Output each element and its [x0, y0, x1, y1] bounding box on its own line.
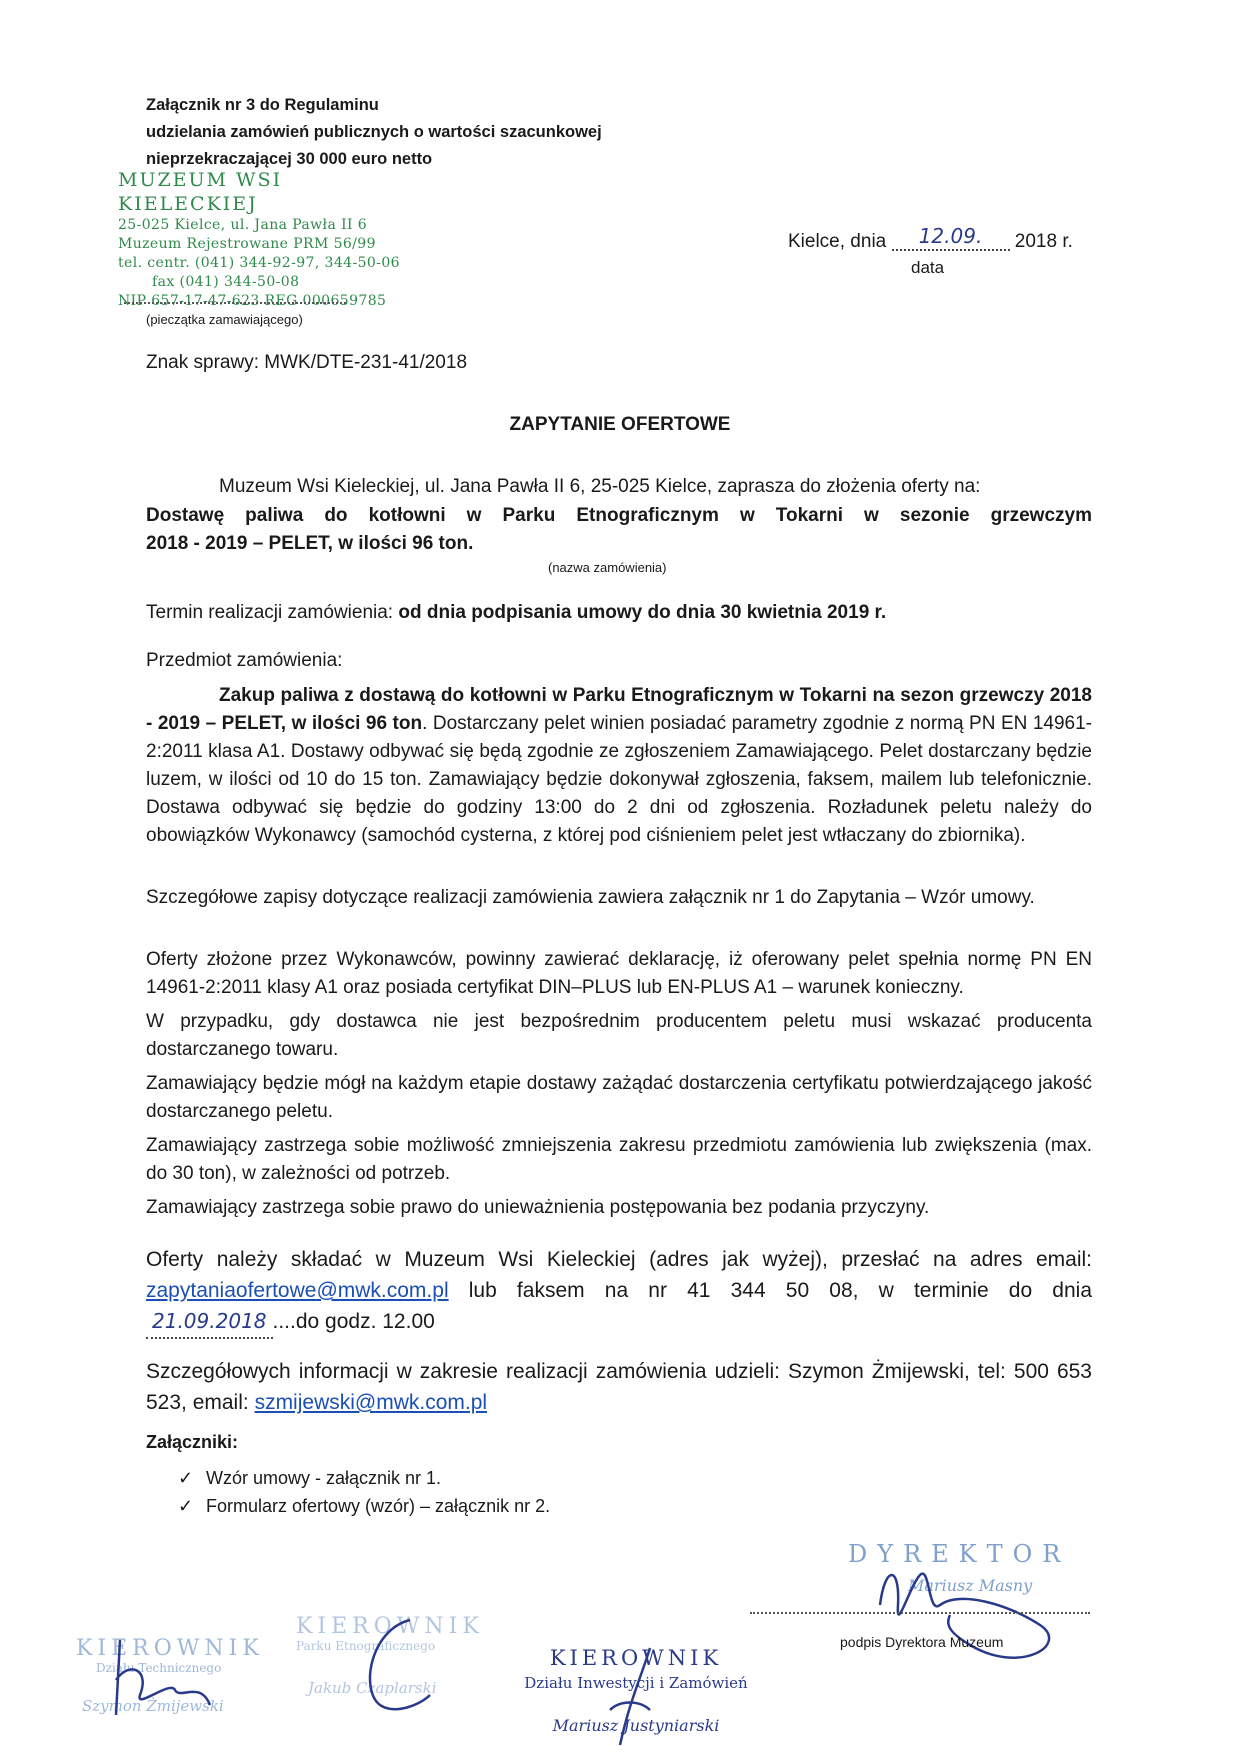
signature-technical-icon — [90, 1620, 230, 1730]
order-name — [146, 502, 1092, 558]
date-handwritten: 12.09. — [892, 224, 1010, 251]
stamp-subtitle: Działu Inwestycji i Zamówień — [524, 1674, 748, 1692]
deadline-value: od dnia podpisania umowy do dnia 30 kwietnia 2019 r. — [398, 602, 887, 623]
stamp-person: Mariusz Justyniarski — [552, 1716, 720, 1735]
director-dotted-line — [750, 1612, 1090, 1614]
case-number: Znak sprawy: MWK/DTE-231-41/2018 — [146, 352, 468, 373]
offers-text-1: Oferty należy składać w Muzeum Wsi Kieleckiej (adres jak wyżej), przesłać na adres email: — [146, 1248, 1092, 1271]
stamp-subtitle: Parku Etnograficznego — [296, 1639, 436, 1653]
contact-email-link[interactable]: szmijewski@mwk.com.pl — [254, 1391, 488, 1414]
stamp-person: Szymon Żmijewski — [82, 1697, 224, 1715]
stamp-subtitle: Działu Technicznego — [96, 1661, 222, 1675]
order-name-line-1: Dostawę paliwa do kotłowni w Parku Etnograficznym w Tokarni w sezonie grzewczym — [146, 505, 1092, 526]
stamp-line: fax (041) 344-50-08 — [152, 274, 300, 290]
stamp-line: Muzeum Rejestrowane PRM 56/99 — [118, 236, 376, 252]
check-icon: ✓ — [178, 1496, 194, 1516]
document-header — [146, 92, 846, 173]
director-stamp-name: Mariusz Masny — [908, 1576, 1033, 1595]
contact-paragraph — [146, 1356, 1092, 1418]
attachments-list — [178, 1464, 550, 1520]
paragraph-contract: Szczegółowe zapisy dotyczące realizacji zamówienia zawiera załącznik nr 1 do Zapytania – Wzór umowy. — [146, 887, 1035, 908]
order-name-line-2: 2018 - 2019 – PELET, w ilości 96 ton. — [146, 533, 474, 554]
paragraph-certificate: Zamawiający będzie mógł na każdym etapie dostawy zażądać dostarczenia certyfikatu potwierdzającego jakość dostarczanego peletu. — [146, 1073, 1092, 1122]
offers-email-link[interactable]: zapytaniaofertowe@mwk.com.pl — [146, 1279, 449, 1302]
stamp-caption: (pieczątka zamawiającego) — [146, 312, 303, 327]
header-line-1: Załącznik nr 3 do Regulaminu — [146, 96, 379, 114]
stamp-name: MUZEUM WSI KIELECKIEJ — [118, 169, 283, 215]
stamp-dotted-line — [124, 302, 346, 304]
paragraph-scope: Zamawiający zastrzega sobie możliwość zmniejszenia zakresu przedmiotu zamówienia lub zwiększenia (max. do 30 ton), w zależności od potrzeb. — [146, 1135, 1092, 1184]
offers-handwritten-date: 21.09.2018 — [152, 1309, 267, 1333]
stamp-person: Jakub Czaplarski — [308, 1679, 437, 1697]
subject-rest: . Dostarczany pelet winien posiadać parametry zgodnie z normą PN EN 14961-2:2011 klasa A1. Dostawy odbywać się będą zgodnie ze zgłoszeniem Zamawiającego. Pelet dostarczany będzie luzem, w ilości od 10 do 15 ton. Zamawiający będzie dokonywał zgłoszenia, faksem, mailem lub telefonicznie. Dostawa odbywać się będzie do godziny 13:00 do 2 dni od zgłoszenia. Rozładunek peletu należy do obowiązków Wykonawcy (samochód cysterna, z której pod ciśnieniem pelet jest wtłaczany do zbiornika). — [146, 713, 1093, 846]
director-stamp-title: DYREKTOR — [848, 1540, 1071, 1568]
offers-text-3: ....do godz. 12.00 — [272, 1310, 435, 1333]
institution-stamp — [118, 168, 428, 311]
stamp-title: KIEROWNIK — [76, 1636, 264, 1661]
check-icon: ✓ — [178, 1468, 194, 1488]
date-field — [788, 224, 1073, 255]
signature-investments-icon — [590, 1640, 670, 1750]
page-title: ZAPYTANIE OFERTOWE — [509, 414, 731, 435]
deadline-label: Termin realizacji zamówienia: — [146, 602, 394, 623]
paragraph-producer: W przypadku, gdy dostawca nie jest bezpośrednim producentem peletu musi wskazać producenta dostarczanego towaru. — [146, 1011, 1092, 1060]
header-line-2: udzielania zamówień publicznych o wartości szacunkowej — [146, 123, 602, 141]
director-caption: podpis Dyrektora Muzeum — [840, 1634, 1004, 1650]
stamp-line: 25-025 Kielce, ul. Jana Pawła II 6 — [118, 217, 368, 233]
attachment-item: ✓ Formularz ofertowy (wzór) – załącznik nr 2. — [178, 1492, 550, 1520]
stamp-line: NIP 657-17-47-623 REG 000659785 — [118, 293, 387, 309]
date-prefix: Kielce, dnia — [788, 231, 887, 252]
contact-text: Szczegółowych informacji w zakresie realizacji zamówienia udzieli: Szymon Żmijewski, tel: 500 653 523, email: — [146, 1360, 1092, 1414]
subject-label: Przedmiot zamówienia: — [146, 650, 343, 671]
date-caption: data — [911, 258, 945, 277]
offers-deadline — [146, 1310, 435, 1333]
stamp-title: KIEROWNIK — [549, 1646, 723, 1670]
stamp-title: KIEROWNIK — [296, 1614, 484, 1639]
deadline — [146, 602, 886, 624]
paragraph-declaration: Oferty złożone przez Wykonawców, powinny zawierać deklarację, iż oferowany pelet spełnia normę PN EN 14961-2:2011 klasy A1 oraz posiada certyfikat DIN–PLUS lub EN-PLUS A1 – warunek konieczny. — [146, 949, 1092, 998]
subject-bold-lead: Zakup paliwa z dostawą do kotłowni w Parku Etnograficznym w Tokarni na sezon grzewczy 2018 - 2019 – PELET, w ilości 96 ton — [146, 685, 1092, 734]
attachments-heading: Załączniki: — [146, 1432, 239, 1452]
date-suffix: 2018 r. — [1014, 231, 1073, 252]
attachment-item: ✓ Wzór umowy - załącznik nr 1. — [178, 1464, 550, 1492]
intro-line: Muzeum Wsi Kieleckiej, ul. Jana Pawła II 6, 25-025 Kielce, zaprasza do złożenia oferty na: — [219, 476, 981, 497]
order-name-caption: (nazwa zamówienia) — [548, 560, 667, 575]
signature-ethnographic-icon — [340, 1610, 450, 1720]
offers-text-2: lub faksem na nr 41 344 50 08, w terminie do dnia — [448, 1279, 1092, 1302]
subject-body — [146, 682, 1092, 850]
header-line-3: nieprzekraczającej 30 000 euro netto — [146, 150, 433, 168]
paragraph-cancel: Zamawiający zastrzega sobie prawo do unieważnienia postępowania bez podania przyczyny. — [146, 1197, 930, 1218]
stamp-line: tel. centr. (041) 344-92-97, 344-50-06 — [118, 255, 400, 271]
offers-paragraph — [146, 1244, 1092, 1339]
